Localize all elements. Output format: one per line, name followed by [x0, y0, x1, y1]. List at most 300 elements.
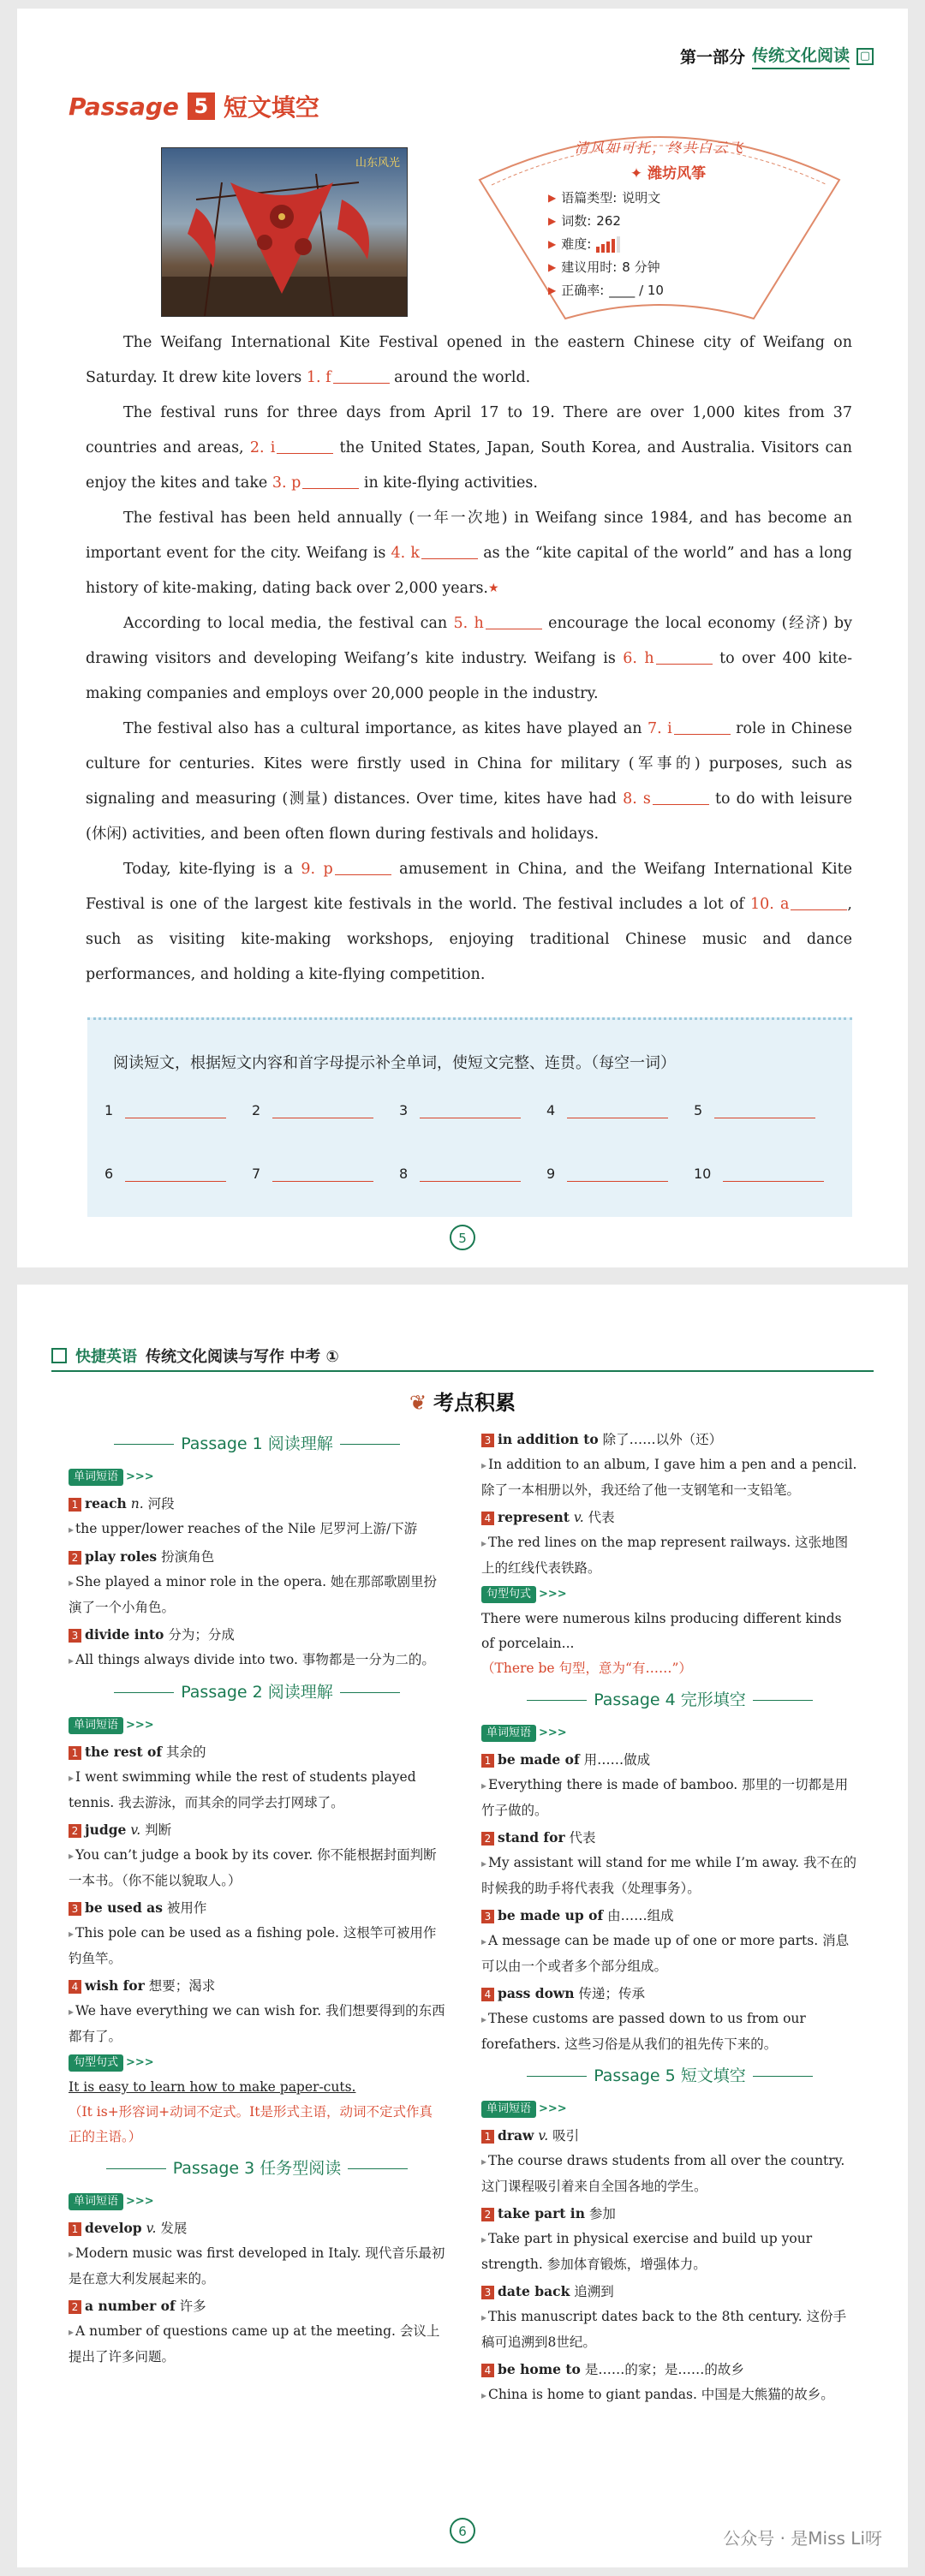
entry-phrase: represent [498, 1509, 570, 1525]
example-sentence [69, 1999, 445, 2049]
bullet-icon: ▶ [548, 192, 557, 204]
entry-number: 3 [69, 1902, 81, 1916]
paragraph-text: The festival also has a cultural importance, as kites have played an [123, 720, 648, 737]
example-sentence [69, 2241, 445, 2292]
time-label: 建议用时: [561, 259, 618, 275]
entry-meaning: 代表 [569, 1830, 596, 1846]
answer-number: 7 [252, 1166, 261, 1182]
passage-heading [481, 2064, 858, 2089]
blank-label: 2. i [249, 439, 276, 456]
answer-blank[interactable] [272, 1169, 373, 1182]
accuracy-label: 正确率: [561, 283, 605, 298]
header-divider [51, 1370, 874, 1372]
fan-subject-text: 潍坊风筝 [648, 165, 707, 182]
entry-phrase: take part in [498, 2205, 585, 2221]
example-text: She played a minor role in the opera. 她在那部歌剧里扮演了一个小角色。 [69, 1574, 438, 1615]
paragraph-text: amusement in China, and the Weifang International Kite Festival is one of the largest kite festivals in the world. The festival includes a lot of [86, 861, 852, 913]
grammar-note: （It is+形容词+动词不定式。It是形式主语，动词不定式作真正的主语。） [69, 2104, 433, 2144]
genre-label: 语篇类型: [561, 190, 618, 206]
bullet-icon: ▸ [481, 2156, 487, 2168]
entry-phrase: play roles [85, 1548, 158, 1565]
photo-badge: 山东风光 [355, 157, 400, 170]
passage-paragraph [86, 501, 852, 606]
arrow-icon: >>> [539, 2102, 567, 2115]
example-sentence [481, 2382, 858, 2408]
category-tag: 单词短语 [481, 1725, 536, 1742]
difficulty-bar [612, 239, 615, 253]
divider [753, 2076, 813, 2077]
blank-line [302, 474, 359, 489]
blank-line [674, 720, 731, 735]
fan-subject [600, 161, 737, 182]
words-label: 词数: [561, 213, 592, 229]
answer-cell [252, 1102, 399, 1118]
passage-title [69, 89, 319, 123]
passage-heading [69, 1432, 445, 1457]
kite-icon: ✦ [630, 165, 643, 182]
paragraph-text: around the world. [389, 369, 531, 386]
vocab-entry [481, 1981, 858, 2007]
words-value: 262 [596, 213, 621, 229]
entry-meaning: 其余的 [165, 1744, 206, 1760]
passage-heading [69, 1680, 445, 1705]
vocab-entry [69, 1739, 445, 1765]
answer-number: 6 [104, 1166, 114, 1182]
part-of-speech: v. [573, 1510, 584, 1525]
answer-cell [104, 1166, 252, 1182]
passage-paragraph [86, 325, 852, 396]
blank-line [653, 790, 709, 805]
accuracy-value: ____ / 10 [609, 283, 664, 298]
blank-label: 9. p [301, 861, 333, 878]
answer-number: 8 [399, 1166, 409, 1182]
example-sentence [69, 1517, 445, 1542]
divider [340, 1692, 400, 1693]
passage-label: Passage [69, 92, 179, 121]
blank-label: 10. a [750, 896, 790, 913]
answer-blank[interactable] [272, 1106, 373, 1118]
bullet-icon: ▶ [548, 284, 557, 296]
bullet-icon: ▶ [548, 215, 557, 227]
answer-cell [546, 1102, 694, 1118]
example-text: This manuscript dates back to the 8th century. 这份手稿可追溯到8世纪。 [481, 2309, 847, 2350]
bullet-icon: ▸ [481, 1537, 487, 1549]
entry-number: 2 [69, 1824, 81, 1838]
answer-number: 5 [694, 1102, 703, 1118]
category-tag: 句型句式 [69, 2054, 123, 2072]
blank-label: 4. k [391, 545, 421, 562]
blank-hint [250, 439, 333, 456]
blank-label: 3. p [272, 474, 301, 492]
answer-row [104, 1166, 841, 1182]
book-icon [51, 1348, 67, 1363]
example-sentence [481, 1773, 858, 1823]
meta-difficulty [548, 233, 664, 256]
arrow-icon: >>> [539, 1588, 567, 1601]
divider [527, 1700, 587, 1701]
meta-time [548, 256, 664, 279]
passage-heading-text: Passage 1 阅读理解 [181, 1434, 333, 1453]
divider [114, 1444, 174, 1445]
vocab-entry [481, 2279, 858, 2305]
entry-number: 3 [481, 1910, 494, 1923]
answer-blank[interactable] [714, 1106, 815, 1118]
example-sentence [481, 1530, 858, 1581]
answer-blank[interactable] [567, 1106, 668, 1118]
answer-number: 3 [399, 1102, 409, 1118]
category-tag: 单词短语 [69, 1717, 123, 1734]
answer-cell [694, 1166, 841, 1182]
part-of-speech: v. [146, 2221, 157, 2236]
vocab-entry [481, 2201, 858, 2227]
answer-blank[interactable] [420, 1106, 521, 1118]
blank-hint [648, 720, 731, 737]
entry-phrase: reach [85, 1495, 127, 1512]
time-value: 8 分钟 [622, 259, 660, 275]
kite-festival-photo [161, 147, 408, 317]
blank-line [333, 369, 390, 384]
bullet-icon: ▸ [69, 1772, 75, 1784]
page-header [680, 43, 874, 69]
answer-number: 1 [104, 1102, 114, 1118]
divider [348, 2168, 408, 2169]
paragraph-text: as the “kite capital of the world” and has a long history of kite-making, dating back over 2,000 years. [86, 545, 852, 597]
answer-blank[interactable] [567, 1169, 668, 1182]
paragraph-text: in kite-flying activities. [359, 474, 538, 492]
example-sentence [69, 1843, 445, 1893]
answer-cell [399, 1102, 546, 1118]
kite-photo-illustration [162, 148, 407, 316]
blank-hint [750, 896, 847, 913]
blank-line [335, 861, 391, 875]
category-tag: 单词短语 [69, 2193, 123, 2210]
vocab-entry [481, 1427, 858, 1452]
passage-heading [481, 1688, 858, 1713]
blank-hint [307, 369, 390, 386]
answer-instructions: 阅读短文，根据短文内容和首字母提示补全单词，使短文完整、连贯。（每空一词） [113, 1054, 676, 1072]
meta-genre [548, 187, 664, 210]
bullet-icon: ▸ [481, 1780, 487, 1792]
divider [340, 1444, 400, 1445]
entry-meaning: 由……组成 [607, 1908, 674, 1923]
page-number: 6 [450, 2518, 475, 2543]
example-sentence [69, 1921, 445, 1971]
answer-cell [252, 1166, 399, 1182]
section-title-text: 考点积累 [433, 1391, 516, 1415]
blank-line [486, 615, 542, 629]
book-icon: ▢ [856, 48, 874, 65]
blank-hint [391, 545, 479, 562]
entry-phrase: pass down [498, 1985, 575, 2001]
entry-number: 3 [69, 1629, 81, 1643]
example-sentence [481, 2305, 858, 2355]
paragraph-text: encourage the local economy (经济) by drawing visitors and developing Weifang’s kite industry. Weifang is [86, 615, 852, 667]
bullet-icon: ▸ [481, 2233, 487, 2245]
blank-line [421, 545, 478, 559]
entry-number: 2 [481, 2208, 494, 2221]
entry-meaning: 用……做成 [583, 1752, 651, 1768]
vocab-entry [69, 1622, 445, 1648]
answer-number: 2 [252, 1102, 261, 1118]
entry-phrase: a number of [85, 2298, 176, 2314]
vocab-entry [481, 1903, 858, 1929]
category-tag-row [481, 2096, 858, 2121]
paragraph-text: Today, kite-flying is a [123, 861, 301, 878]
bullet-icon: ▶ [548, 238, 557, 250]
difficulty-bar [617, 236, 620, 253]
example-text: In addition to an album, I gave him a pen and a pencil. 除了一本相册以外，我还给了他一支钢笔和一支铅笔。 [481, 1457, 857, 1498]
blank-label: 5. h [453, 615, 484, 632]
category-tag-row [69, 1712, 445, 1738]
blank-line [277, 439, 333, 454]
bullet-icon: ▸ [481, 1935, 487, 1947]
category-tag-row [69, 2188, 445, 2214]
divider [753, 1700, 813, 1701]
arrow-icon: >>> [539, 1726, 567, 1739]
entry-phrase: be home to [498, 2361, 581, 2377]
entry-number: 1 [69, 1498, 81, 1512]
blank-hint [272, 474, 359, 492]
vocab-entry [69, 1491, 445, 1517]
answer-blank[interactable] [723, 1169, 824, 1182]
section-title [17, 1386, 908, 1416]
category-tag: 单词短语 [481, 2101, 536, 2118]
difficulty-bar [596, 247, 600, 253]
example-text: These customs are passed down to us from our forefathers. 这些习俗是从我们的祖先传下来的。 [481, 2011, 806, 2052]
category-tag-row [481, 1720, 858, 1745]
entry-phrase: be used as [85, 1899, 163, 1916]
blank-hint [623, 650, 712, 667]
vocab-entry [481, 1505, 858, 1530]
entry-phrase: be made up of [498, 1907, 604, 1923]
bullet-icon: ▸ [69, 1928, 75, 1940]
entry-number: 3 [481, 2286, 494, 2299]
entry-meaning: 除了……以外（还） [602, 1432, 723, 1447]
difficulty-bar [601, 244, 605, 253]
entry-meaning: 发展 [160, 2221, 188, 2236]
bullet-icon: ▸ [481, 2311, 487, 2323]
passage-number: 5 [188, 92, 215, 120]
entry-number: 2 [69, 1551, 81, 1565]
part-of-speech: v. [130, 1822, 141, 1838]
blank-label: 8. s [623, 790, 651, 808]
part-of-speech: n. [130, 1496, 144, 1512]
entry-phrase: judge [85, 1822, 127, 1838]
example-sentence [481, 2149, 858, 2199]
blank-hint [454, 615, 542, 632]
bullet-icon: ▸ [69, 1655, 75, 1667]
entry-meaning: 分为；分成 [168, 1627, 235, 1643]
passage-meta [548, 187, 664, 302]
arrow-icon: >>> [126, 2056, 154, 2069]
example-text: Modern music was first developed in Italy. 现代音乐最初是在意大利发展起来的。 [69, 2245, 445, 2287]
example-text: The red lines on the map represent railways. 这张地图上的红线代表铁路。 [481, 1535, 849, 1576]
example-text: All things always divide into two. 事物都是一分为二的。 [75, 1652, 435, 1667]
divider [114, 1692, 174, 1693]
bullet-icon: ▸ [69, 2326, 75, 2338]
example-sentence [481, 2227, 858, 2277]
bullet-icon: ▸ [69, 2248, 75, 2260]
passage-heading-text: Passage 2 阅读理解 [181, 1683, 333, 1702]
example-text: Everything there is made of bamboo. 那里的一切都是用竹子做的。 [481, 1777, 849, 1818]
entry-number: 2 [69, 2300, 81, 2314]
difficulty-label: 难度: [561, 236, 592, 252]
watermark: 公众号 · 是Miss Li呀 [723, 2528, 882, 2549]
example-sentence [69, 1765, 445, 1816]
part-of-speech: v. [538, 2128, 549, 2144]
answer-number: 9 [546, 1166, 556, 1182]
passage-paragraph [86, 396, 852, 501]
answer-cell [546, 1166, 694, 1182]
entry-phrase: the rest of [85, 1744, 163, 1760]
grammar-note: （There be 句型，意为“有……”） [481, 1661, 692, 1676]
arrow-icon: >>> [126, 1470, 154, 1483]
example-sentence [69, 1648, 445, 1673]
entry-meaning: 参加 [588, 2206, 616, 2221]
star-icon: ★ [488, 581, 499, 595]
passage-info-fan [471, 120, 848, 325]
entry-meaning: 传递；传承 [578, 1986, 645, 2001]
entry-number: 4 [481, 1512, 494, 1525]
answer-row [104, 1102, 841, 1118]
example-text: I went swimming while the rest of students played tennis. 我去游泳，而其余的同学去打网球了。 [69, 1769, 416, 1810]
right-column [481, 1425, 858, 2408]
entry-number: 1 [69, 1746, 81, 1760]
difficulty-bars [596, 236, 620, 253]
blank-line [656, 650, 713, 665]
vocab-entry [481, 1747, 858, 1773]
passage-paragraph [86, 852, 852, 993]
answer-blank[interactable] [125, 1106, 226, 1118]
entry-meaning: 代表 [588, 1510, 615, 1525]
meta-words [548, 210, 664, 233]
bullet-icon: ▸ [481, 2013, 487, 2025]
vocab-entry [481, 2357, 858, 2382]
bullet-icon: ▶ [548, 261, 557, 273]
bullet-icon: ▸ [481, 2389, 487, 2401]
entry-number: 3 [481, 1434, 494, 1447]
paragraph-text: the United States, Japan, South Korea, and Australia. Visitors can enjoy the kites and take [86, 439, 853, 492]
entry-phrase: develop [85, 2220, 142, 2236]
blank-label: 1. f [306, 369, 331, 386]
answer-blank[interactable] [125, 1169, 226, 1182]
passage-paragraph [86, 606, 852, 712]
entry-meaning: 扮演角色 [161, 1549, 215, 1565]
example-sentence [481, 1452, 858, 1503]
vocab-entry [69, 1817, 445, 1843]
passage-heading-text: Passage 3 任务型阅读 [172, 2159, 342, 2178]
vocab-entry [481, 1825, 858, 1851]
blank-label: 6. h [623, 650, 654, 667]
entry-meaning: 是……的家；是……的故乡 [584, 2362, 744, 2377]
vocab-entry [69, 2293, 445, 2319]
meta-accuracy [548, 279, 664, 302]
answer-cell [399, 1166, 546, 1182]
example-text: China is home to giant pandas. 中国是大熊猫的故乡。 [488, 2387, 834, 2402]
example-sentence [481, 2007, 858, 2057]
entry-meaning: 河段 [147, 1496, 175, 1512]
passage-text [86, 325, 852, 993]
example-text: My assistant will stand for me while I’m away. 我不在的时候我的助手将代表我（处理事务）。 [481, 1855, 857, 1896]
genre-value: 说明文 [622, 190, 661, 206]
answer-blank[interactable] [420, 1169, 521, 1182]
page-6 [17, 1285, 908, 2567]
paragraph-text: According to local media, the festival can [123, 615, 454, 632]
sentence-pattern: It is easy to learn how to make paper-cuts. [69, 2079, 356, 2095]
divider [106, 2168, 166, 2169]
category-tag-row [481, 1581, 858, 1607]
entry-number: 1 [69, 2222, 81, 2236]
entry-meaning: 判断 [145, 1822, 172, 1838]
example-sentence [69, 1570, 445, 1620]
brand-name: 快捷英语 [75, 1348, 137, 1366]
page-header [51, 1345, 339, 1367]
difficulty-bar [606, 242, 610, 253]
entry-phrase: divide into [85, 1626, 164, 1643]
divider [527, 2076, 587, 2077]
example-sentence [481, 1851, 858, 1901]
category-tag-row [69, 1464, 445, 1489]
entry-number: 4 [481, 1988, 494, 2001]
entry-phrase: draw [498, 2127, 534, 2144]
vocab-entry [69, 2215, 445, 2241]
page-5 [17, 9, 908, 1267]
entry-meaning: 许多 [179, 2299, 206, 2314]
entry-phrase: in addition to [498, 1431, 599, 1447]
entry-number: 2 [481, 1832, 494, 1846]
vocab-entry [69, 1895, 445, 1921]
answer-number: 4 [546, 1102, 556, 1118]
passage-type: 短文填空 [223, 93, 319, 122]
bullet-icon: ▸ [481, 1857, 487, 1869]
entry-number: 4 [69, 1980, 81, 1994]
paragraph-text: The Weifang International Kite Festival opened in the eastern Chinese city of Weifang on Saturday. It drew kite lovers [86, 334, 852, 386]
example-text: the upper/lower reaches of the Nile 尼罗河上游/下游 [75, 1521, 418, 1536]
paragraph-text: The festival runs for three days from April 17 to 19. There are over 1,000 kites from 37 countries and areas, [86, 404, 852, 456]
example-text: Take part in physical exercise and build up your strength. 参加体育锻炼，增强体力。 [481, 2231, 813, 2272]
entry-number: 1 [481, 1754, 494, 1768]
entry-meaning: 被用作 [166, 1900, 207, 1916]
vocab-entry [69, 1973, 445, 1999]
paragraph-text: The festival has been held annually (一年一次地) in Weifang since 1984, and has become an important event for the city. Weifang is [86, 510, 852, 562]
entry-phrase: date back [498, 2283, 570, 2299]
entry-number: 4 [481, 2364, 494, 2377]
answer-cell [694, 1102, 841, 1118]
category-tag: 单词短语 [69, 1469, 123, 1486]
left-column [69, 1425, 445, 2370]
example-sentence [481, 1929, 858, 1979]
page-number: 5 [450, 1225, 475, 1250]
entry-meaning: 想要；渴求 [148, 1978, 216, 1994]
bullet-icon: ▸ [69, 1524, 75, 1535]
blank-hint [623, 790, 709, 808]
example-text: This pole can be used as a fishing pole. 这根竿可被用作钓鱼竿。 [69, 1925, 437, 1966]
sentence-pattern: There were numerous kilns producing different kinds of porcelain... [481, 1611, 842, 1651]
entry-meaning: 追溯到 [574, 2284, 614, 2299]
paragraph-text: , such as visiting kite-making workshops, enjoying traditional Chinese music and dance performances, and holding a kite-flying competition. [86, 896, 852, 983]
category-tag: 句型句式 [481, 1586, 536, 1603]
paragraph-text: to do with leisure (休闲) activities, and been often flown during festivals and holidays. [86, 790, 852, 843]
bullet-icon: ▸ [69, 1850, 75, 1862]
fan-motto: 清风如可托，终共白云飞 [574, 140, 744, 156]
blank-line [791, 896, 847, 910]
passage-heading-text: Passage 4 完形填空 [594, 1690, 746, 1709]
part-label: 第一部分 [679, 48, 745, 67]
arrow-icon: >>> [126, 1719, 154, 1732]
entry-meaning: 吸引 [552, 2128, 580, 2144]
passage-paragraph [86, 712, 852, 852]
entry-phrase: wish for [85, 1977, 145, 1994]
